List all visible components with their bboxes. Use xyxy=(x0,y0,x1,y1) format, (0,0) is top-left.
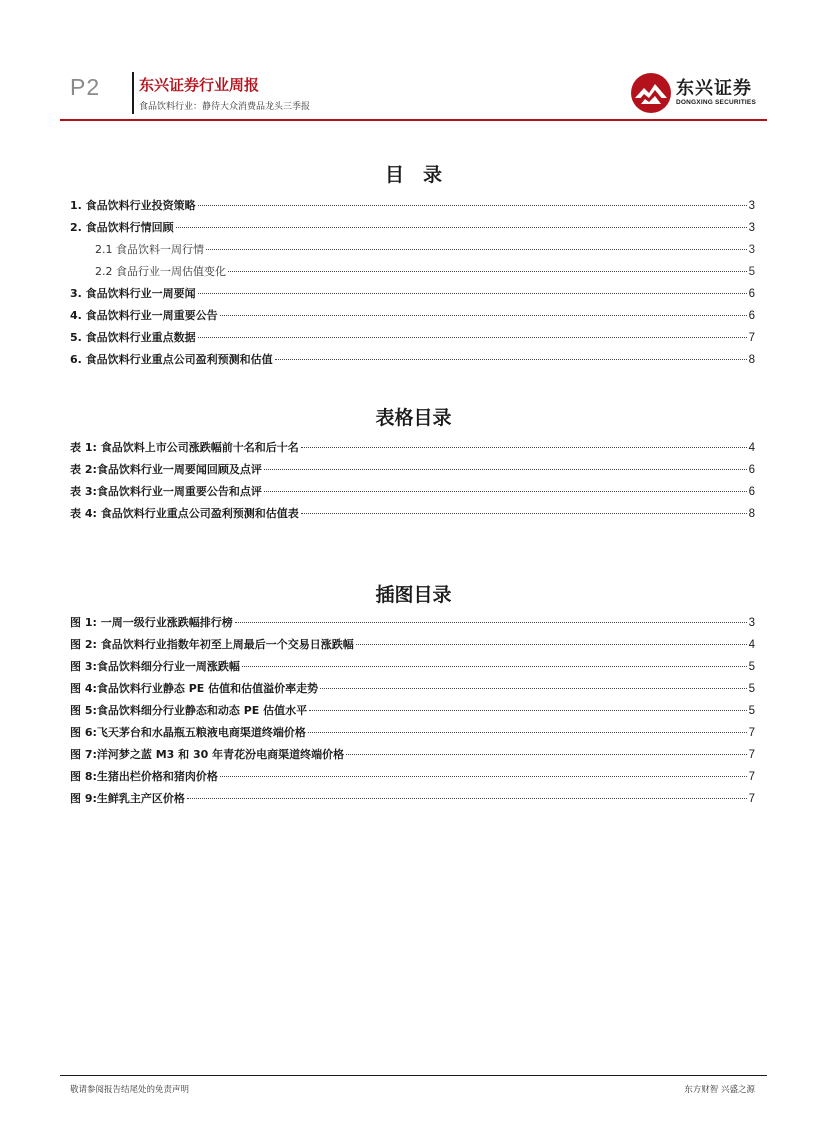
toc-entry-label: 图 1: 一周一级行业涨跌幅排行榜 xyxy=(70,616,233,629)
figures-toc-list xyxy=(70,612,755,810)
table-toc-entry[interactable] xyxy=(70,437,755,459)
toc-entry-page: 8 xyxy=(748,354,755,366)
tables-toc-list xyxy=(70,437,755,525)
toc-entry-label: 图 6:飞天茅台和水晶瓶五粮液电商渠道终端价格 xyxy=(70,726,306,739)
toc-leader-dots xyxy=(187,798,747,799)
toc-entry-label: 4. 食品饮料行业一周重要公告 xyxy=(70,309,218,322)
toc-entry-page: 7 xyxy=(748,749,755,761)
figure-toc-entry[interactable] xyxy=(70,722,755,744)
toc-leader-dots xyxy=(235,622,747,623)
report-name: 东兴证券行业周报 xyxy=(139,76,260,94)
toc-entry-page: 3 xyxy=(748,244,755,256)
toc-entry-label: 表 2:食品饮料行业一周要闻回顾及点评 xyxy=(70,463,262,476)
toc-entry[interactable] xyxy=(70,217,755,239)
toc-list xyxy=(70,195,755,371)
toc-entry-page: 8 xyxy=(748,508,755,520)
toc-entry-label: 5. 食品饮料行业重点数据 xyxy=(70,331,196,344)
toc-entry-label: 图 9:生鲜乳主产区价格 xyxy=(70,792,185,805)
toc-leader-dots xyxy=(356,644,747,645)
toc-entry-label: 图 8:生猪出栏价格和猪肉价格 xyxy=(70,770,218,783)
table-toc-entry[interactable] xyxy=(70,503,755,525)
toc-entry-page: 6 xyxy=(748,464,755,476)
toc-entry-page: 7 xyxy=(748,727,755,739)
toc-entry-label: 2.1 食品饮料一周行情 xyxy=(95,243,204,256)
logo-name-en: DONGXING SECURITIES xyxy=(676,99,757,106)
toc-entry-page: 5 xyxy=(748,683,755,695)
toc-leader-dots xyxy=(228,271,747,272)
toc-leader-dots xyxy=(301,447,747,448)
toc-entry-page: 7 xyxy=(748,793,755,805)
toc-leader-dots xyxy=(206,249,747,250)
toc-entry-page: 3 xyxy=(748,200,755,212)
toc-entry-label: 表 4: 食品饮料行业重点公司盈利预测和估值表 xyxy=(70,507,299,520)
toc-entry-label: 1. 食品饮料行业投资策略 xyxy=(70,199,196,212)
toc-leader-dots xyxy=(220,315,747,316)
toc-entry-page: 6 xyxy=(748,310,755,322)
toc-entry[interactable] xyxy=(70,283,755,305)
toc-leader-dots xyxy=(264,469,747,470)
toc-subentry[interactable] xyxy=(70,261,755,283)
toc-entry-page: 7 xyxy=(748,332,755,344)
page-header xyxy=(0,0,827,120)
toc-leader-dots xyxy=(264,491,747,492)
toc-leader-dots xyxy=(308,732,747,733)
toc-entry-label: 图 7:洋河梦之蓝 M3 和 30 年青花汾电商渠道终端价格 xyxy=(70,748,345,761)
table-toc-entry[interactable] xyxy=(70,459,755,481)
toc-entry-label: 图 5:食品饮料细分行业静态和动态 PE 估值水平 xyxy=(70,704,308,717)
toc-entry-label: 表 3:食品饮料行业一周重要公告和点评 xyxy=(70,485,262,498)
figure-toc-entry[interactable] xyxy=(70,700,755,722)
toc-subentry[interactable] xyxy=(70,239,755,261)
logo-name-cn: 东兴证券 xyxy=(676,78,752,99)
toc-entry-label: 3. 食品饮料行业一周要闻 xyxy=(70,287,196,300)
toc-leader-dots xyxy=(198,293,747,294)
toc-leader-dots xyxy=(275,359,747,360)
toc-entry-page: 5 xyxy=(748,266,755,278)
toc-entry-page: 5 xyxy=(748,705,755,717)
toc-entry-label: 图 2: 食品饮料行业指数年初至上周最后一个交易日涨跌幅 xyxy=(70,638,354,651)
footer-slogan: 东方财智 兴盛之源 xyxy=(684,1085,755,1095)
footer-rule xyxy=(60,1075,767,1076)
tables-toc-title: 表格目录 xyxy=(375,407,452,429)
toc-leader-dots xyxy=(346,754,746,755)
figure-toc-entry[interactable] xyxy=(70,678,755,700)
toc-entry-page: 3 xyxy=(748,222,755,234)
header-divider xyxy=(132,72,134,114)
toc-entry-label: 图 4:食品饮料行业静态 PE 估值和估值溢价率走势 xyxy=(70,682,319,695)
toc-entry[interactable] xyxy=(70,305,755,327)
toc-leader-dots xyxy=(198,337,747,338)
figure-toc-entry[interactable] xyxy=(70,612,755,634)
toc-entry-page: 5 xyxy=(748,661,755,673)
header-rule xyxy=(60,119,767,121)
figure-toc-entry[interactable] xyxy=(70,656,755,678)
toc-entry-page: 6 xyxy=(748,486,755,498)
toc-leader-dots xyxy=(220,776,747,777)
toc-entry-page: 4 xyxy=(748,639,755,651)
toc-entry[interactable] xyxy=(70,327,755,349)
toc-entry-page: 3 xyxy=(748,617,755,629)
toc-entry-page: 6 xyxy=(748,288,755,300)
table-toc-entry[interactable] xyxy=(70,481,755,503)
figure-toc-entry[interactable] xyxy=(70,766,755,788)
company-logo xyxy=(630,72,760,114)
footer-disclaimer: 敬请参阅报告结尾处的免责声明 xyxy=(70,1085,190,1095)
toc-entry-label: 2. 食品饮料行情回顾 xyxy=(70,221,174,234)
toc-leader-dots xyxy=(176,227,747,228)
figure-toc-entry[interactable] xyxy=(70,744,755,766)
figure-toc-entry[interactable] xyxy=(70,634,755,656)
figures-toc-title: 插图目录 xyxy=(375,584,452,606)
dongxing-logo-icon xyxy=(630,72,672,114)
toc-leader-dots xyxy=(242,666,747,667)
toc-leader-dots xyxy=(309,710,746,711)
toc-entry[interactable] xyxy=(70,349,755,371)
figure-toc-entry[interactable] xyxy=(70,788,755,810)
toc-leader-dots xyxy=(198,205,747,206)
toc-entry[interactable] xyxy=(70,195,755,217)
toc-leader-dots xyxy=(320,688,746,689)
toc-entry-label: 6. 食品饮料行业重点公司盈利预测和估值 xyxy=(70,353,273,366)
toc-leader-dots xyxy=(301,513,747,514)
toc-entry-page: 7 xyxy=(748,771,755,783)
toc-title: 目 录 xyxy=(384,164,442,186)
toc-entry-label: 图 3:食品饮料细分行业一周涨跌幅 xyxy=(70,660,240,673)
page-number: P2 xyxy=(70,74,101,100)
toc-entry-label: 表 1: 食品饮料上市公司涨跌幅前十名和后十名 xyxy=(70,441,299,454)
toc-entry-label: 2.2 食品行业一周估值变化 xyxy=(95,265,226,278)
report-subtitle: 食品饮料行业：静待大众消费品龙头三季报 xyxy=(139,102,311,112)
toc-entry-page: 4 xyxy=(748,442,755,454)
